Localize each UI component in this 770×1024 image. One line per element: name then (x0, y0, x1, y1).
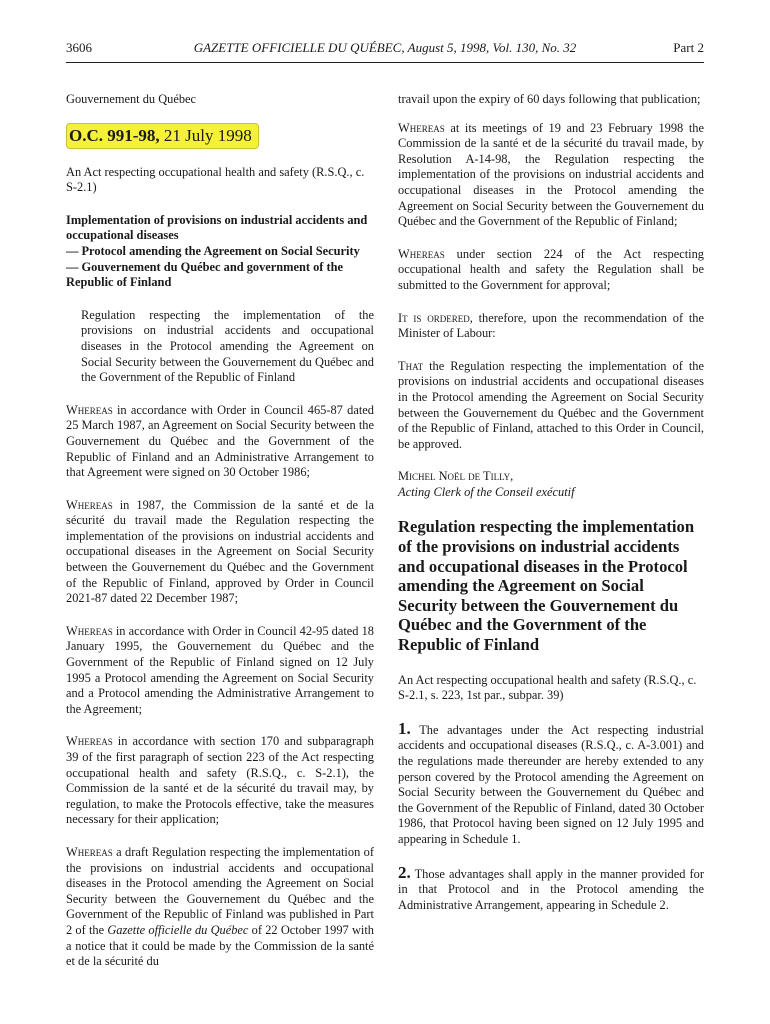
regulation-enabling-act: An Act respecting occupational health and safety (R.S.Q., c. S-2.1, s. 223, 1st par., subpar. 39) (398, 672, 697, 703)
left-column (66, 92, 374, 987)
page-number: 3606 (66, 40, 92, 55)
government-label: Gouvernement du Québec (66, 92, 197, 106)
that-paragraph (398, 359, 704, 453)
whereas-paragraph (398, 247, 704, 294)
regulation-summary: Regulation respecting the implementation of the provisions on industrial accidents and occupational diseases in the Protocol amending the Agreement on Social Security between the Gouvernement du Québec and the Government of the Republic of Finland (81, 307, 374, 385)
whereas-paragraph (66, 624, 374, 718)
gazette-name: Gazette officielle du Québec (107, 922, 249, 937)
regulation-title: Regulation respecting the implementation of the provisions on industrial accidents and occupational diseases in the Protocol amending the Agreement on Social Security between the Gouvernement du Québec and the Government of the Republic of Finland (398, 517, 695, 655)
paragraph-text: in accordance with section 170 and subparagraph 39 of the first paragraph of section 223 of the Act respecting occupational health and safety (R.S.Q., c. S-2.1), the Commission de la santé et de la sécurité du travail may, by regulation, to make the Protocols effective, take the measures necessary for their application; (66, 734, 374, 827)
paragraph-text: in accordance with Order in Council 465-87 dated 25 March 1987, an Agreement on Social Security between the Gouvernement du Québec and the Government of the Republic of Finland and an Administrative Arrangement to that Agreement were signed on 30 October 1986; (66, 402, 374, 480)
paragraph-text: , therefore, upon the recommendation of the Minister of Labour: (398, 310, 704, 341)
paragraph-text: at its meetings of 19 and 23 February 1998 the Commission de la santé et de la sécurité du travail made, by Resolution A-14-98, the Regulation respecting the implementation of the provisions on industrial accidents and occupational diseases in the Protocol amending the Agreement on Social Security between the Gouvernement du Québec and the Government of the Republic of Finland; (398, 120, 704, 229)
whereas-lead: Whereas (66, 734, 113, 749)
paragraph-text: the Regulation respecting the implementation of the provisions on industrial accidents and occupational diseases in the Protocol amending the Agreement on Social Security between the Gouvernement du Québec and the Government of the Republic of Finland, attached to this Order in Council, be approved. (398, 358, 704, 451)
whereas-paragraph (66, 403, 374, 481)
paragraph-text: of 22 October 1997 with a notice that it could be made by the Commission de la santé et de la sécurité du (66, 922, 374, 969)
whereas-lead: Whereas (66, 497, 113, 512)
right-column (398, 92, 704, 930)
gazette-title: GAZETTE OFFICIELLE DU QUÉBEC, August 5, 1998, Vol. 130, No. 32 (193, 40, 577, 55)
signatory-name: Michel Noël de Tilly, (398, 469, 514, 484)
order-lead: It is ordered (398, 310, 470, 325)
subject-line: Implementation of provisions on industrial accidents and occupational diseases (66, 212, 368, 243)
section-text: Those advantages shall apply in the manner provided for in that Protocol and in the Protocol amending the Administrative Arrangement, appearing in Schedule 2. (398, 866, 704, 912)
subject-block (66, 213, 374, 291)
that-lead: That (398, 358, 424, 373)
whereas-lead: Whereas (66, 844, 113, 859)
enabling-act: An Act respecting occupational health and safety (R.S.Q., c. S-2.1) (66, 164, 365, 195)
section-text: The advantages under the Act respecting industrial accidents and occupational diseases (R.S.Q., c. A-3.001) and the regulations made thereunder are hereby extended to any person covered by the Protocol amending the Agreement on Social Security between the Gouvernement du Québec and the Government of the Republic of Finland, dated 30 October 1986, that Protocol having been signed on 12 July 1995 and appearing in Schedule 1. (398, 722, 704, 846)
oc-number: O.C. 991-98, (69, 125, 160, 145)
section-number: 2. (398, 862, 411, 882)
whereas-lead: Whereas (66, 623, 113, 638)
paragraph-text: under section 224 of the Act respecting occupational health and safety the Regulation shall be submitted to the Government for approval; (398, 246, 704, 292)
oc-date: 21 July 1998 (159, 125, 252, 145)
order-paragraph (398, 311, 704, 342)
whereas-lead: Whereas (398, 120, 445, 135)
page-header (66, 38, 704, 58)
paragraph-text: a draft Regulation respecting the implementation of the provisions on industrial accidents and occupational diseases in the Protocol amending the Agreement on Social Security between the Gouvernement du Québec and the Government of the Republic of Finland was published in Part 2 of the (66, 844, 374, 937)
section-2 (398, 862, 704, 914)
whereas-paragraph (66, 845, 374, 970)
whereas-lead: Whereas (398, 246, 445, 261)
whereas-paragraph (66, 498, 374, 607)
paragraph-text: in accordance with Order in Council 42-95 dated 18 January 1995, the Gouvernement du Québec and the Government of the Republic of Finland signed on 12 July 1995 a Protocol amending the Agreement on Social Security and a Protocol amending the Administrative Arrangement to the Agreement; (66, 623, 374, 716)
section-number: 1. (398, 718, 411, 738)
section-1 (398, 718, 704, 848)
continued-paragraph: travail upon the expiry of 60 days following that publication; (398, 92, 701, 106)
header-rule (66, 62, 704, 63)
signatory-role: Acting Clerk of the Conseil exécutif (398, 484, 575, 499)
paragraph-text: in 1987, the Commission de la santé et de la sécurité du travail made the Regulation respecting the implementation of the provisions on industrial accidents and occupational diseases in the Agreement on Social Security between the Gouvernement du Québec and the Government of the Republic of Finland, approved by Order in Council 2021-87 dated 22 December 1987; (66, 497, 374, 606)
subject-line: — Gouvernement du Québec and government of the Republic of Finland (66, 259, 344, 290)
subject-line: — Protocol amending the Agreement on Social Security (66, 243, 360, 258)
part-label: Part 2 (673, 40, 704, 55)
whereas-lead: Whereas (66, 402, 113, 417)
whereas-paragraph (66, 734, 374, 828)
whereas-paragraph (398, 121, 704, 230)
order-in-council-heading (66, 123, 374, 149)
highlighted-order-number (66, 123, 259, 149)
